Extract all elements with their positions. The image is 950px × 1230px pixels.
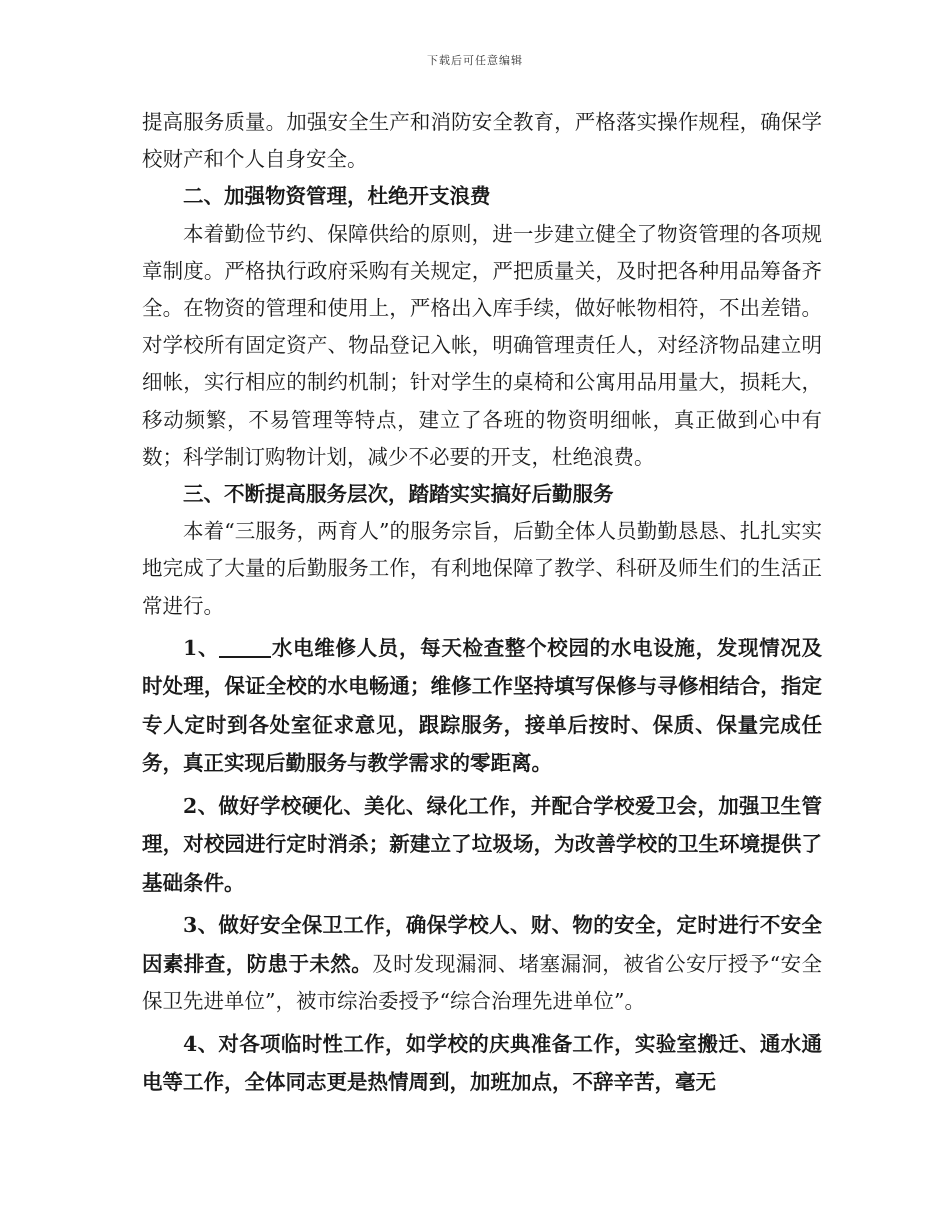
- list-item-2: 2、做好学校硬化、美化、绿化工作，并配合学校爱卫会，加强卫生管理，对校园进行定时消杀；新建立了垃圾场，为改善学校的卫生环境提供了基础条件。: [142, 793, 822, 895]
- document-body: [142, 104, 822, 1102]
- paragraph-service: 本着“三服务，两育人”的服务宗旨，后勤全体人员勤勤恳恳、扎扎实实地完成了大量的后勤服务工作，有利地保障了教学、科研及师生们的生活正常进行。: [142, 519, 822, 618]
- list-item-1-text: 水电维修人员，每天检查整个校园的水电设施，发现情况及时处理，保证全校的水电畅通；维修工作坚持填写保修与寻修相结合，指定专人定时到各处室征求意见，跟踪服务，接单后按时、保质、保量完成任务，真正实现后勤服务与教学需求的零距离。: [142, 635, 822, 776]
- section-heading-3: 三、不断提高服务层次，踏踏实实搞好后勤服务: [183, 482, 614, 507]
- blank-underline: [219, 635, 271, 658]
- page-header-note: 下载后可任意编辑: [427, 54, 523, 67]
- list-item-3: [142, 906, 822, 1020]
- list-item-3-bold-text: 3、做好安全保卫工作，确保学校人、财、物的安全，定时进行不安全因素排查，防患于未然。: [142, 913, 822, 976]
- section-heading-2: 二、加强物资管理，杜绝开支浪费: [183, 184, 491, 209]
- list-item-1: [142, 629, 822, 783]
- list-item-3-text: 及时发现漏洞、堵塞漏洞，被省公安厅授予“安全保卫先进单位”，被市综治委授予“综合治理先进单位”。: [142, 951, 823, 1014]
- list-item-4: 4、对各项临时性工作，如学校的庆典准备工作，实验室搬迁、通水通电等工作，全体同志更是热情周到，加班加点，不辞辛苦，毫无: [142, 1031, 822, 1095]
- paragraph-continued: 提高服务质量。加强安全生产和消防安全教育，严格落实操作规程，确保学校财产和个人自身安全。: [142, 110, 822, 172]
- list-item-1-number: 1、: [183, 635, 220, 660]
- paragraph-materials: 本着勤俭节约、保障供给的原则，进一步建立健全了物资管理的各项规章制度。严格执行政府采购有关规定，严把质量关，及时把各种用品筹备齐全。在物资的管理和使用上，严格出入库手续，做好帐物相符，不出差错。对学校所有固定资产、物品登记入帐，明确管理责任人，对经济物品建立明细帐，实行相应的制约机制；针对学生的桌椅和公寓用品用量大，损耗大，移动频繁，不易管理等特点，建立了各班的物资明细帐，真正做到心中有数；科学制订购物计划，减少不必要的开支，杜绝浪费。: [142, 221, 822, 469]
